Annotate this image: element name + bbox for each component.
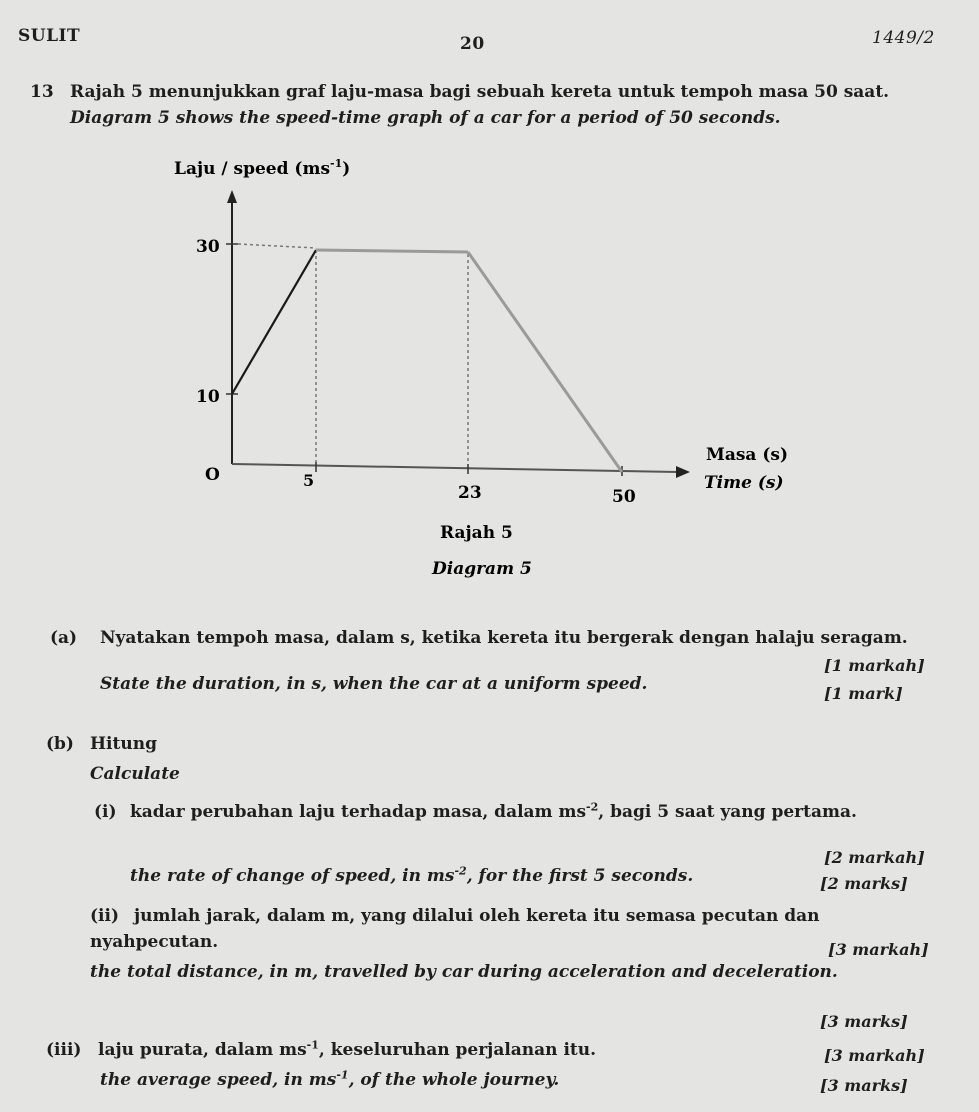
x-axis [232,464,678,472]
segment-acceleration [232,250,316,394]
part-b-iii-mark-malay: [3 markah] [824,1046,925,1065]
part-b-i-mark-english: [2 marks] [820,874,908,893]
segment-uniform-speed [316,250,468,252]
y-axis-arrow [227,190,237,203]
part-a-malay: Nyatakan tempoh masa, dalam s, ketika kereta itu bergerak dengan halaju seragam. [100,628,908,648]
y-tick-10: 10 [196,387,220,407]
part-b-malay: Hitung [90,734,157,754]
part-b-iii-english: the average speed, in $ms^{-1}$, of the whole journey. [100,1068,560,1090]
header-sulit: SULIT [18,26,81,46]
question-stem-english: Diagram 5 shows the speed-time graph of a car for a period of 50 seconds. [70,108,781,128]
part-a-label: (a) [50,628,78,648]
x-tick-50: 50 [612,487,636,507]
part-b-label: (b) [46,734,74,754]
paper-code: 1449/2 [872,28,935,48]
x-tick-5: 5 [303,471,315,490]
part-b-iii-mark-english: [3 marks] [820,1076,908,1095]
part-a-mark-english: [1 mark] [824,684,903,703]
part-b-iii-malay: laju purata, dalam $ms^{-1}$, keseluruhan perjalanan itu. [98,1038,597,1060]
part-b-ii-malay-line1: jumlah jarak, dalam m, yang dilalui oleh kereta itu semasa pecutan dan [134,906,820,926]
part-b-ii-label: (ii) [90,906,120,926]
origin-label: O [205,465,220,485]
part-a-mark-malay: [1 markah] [824,656,925,675]
part-b-ii-english: the total distance, in m, travelled by car during acceleration and deceleration. [90,962,838,982]
part-b-i-malay: kadar perubahan laju terhadap masa, dalam $ms^{-2}$, bagi 5 saat yang pertama. [130,800,857,822]
part-b-iii-label: (iii) [46,1040,82,1060]
caption-english: Diagram 5 [432,559,532,579]
part-b-english: Calculate [90,764,180,784]
question-stem-malay: Rajah 5 menunjukkan graf laju-masa bagi sebuah kereta untuk tempoh masa 50 saat. [70,82,890,102]
part-b-i-label: (i) [94,802,117,822]
question-number: 13 [30,82,54,102]
part-b-i-english: the rate of change of speed, in $ms^{-2}$, for the first 5 seconds. [130,864,694,886]
y-tick-30: 30 [196,237,220,257]
guide-30 [238,244,316,248]
part-b-i-mark-malay: [2 markah] [824,848,925,867]
page-number: 20 [460,34,485,54]
segment-deceleration [468,252,622,472]
x-axis-label-english: Time (s) [704,473,784,493]
part-b-ii-malay-line2: nyahpecutan. [90,932,219,952]
x-axis-arrow [676,466,690,478]
part-b-ii-mark-english: [3 marks] [820,1012,908,1031]
x-tick-23: 23 [458,483,482,503]
x-axis-label-malay: Masa (s) [706,445,788,465]
part-b-ii-mark-malay: [3 markah] [828,940,929,959]
part-a-english: State the duration, in s, when the car at a uniform speed. [100,674,648,694]
y-axis-label: Laju / speed $(ms^{-1})$ [174,157,351,179]
caption-malay: Rajah 5 [440,523,513,543]
